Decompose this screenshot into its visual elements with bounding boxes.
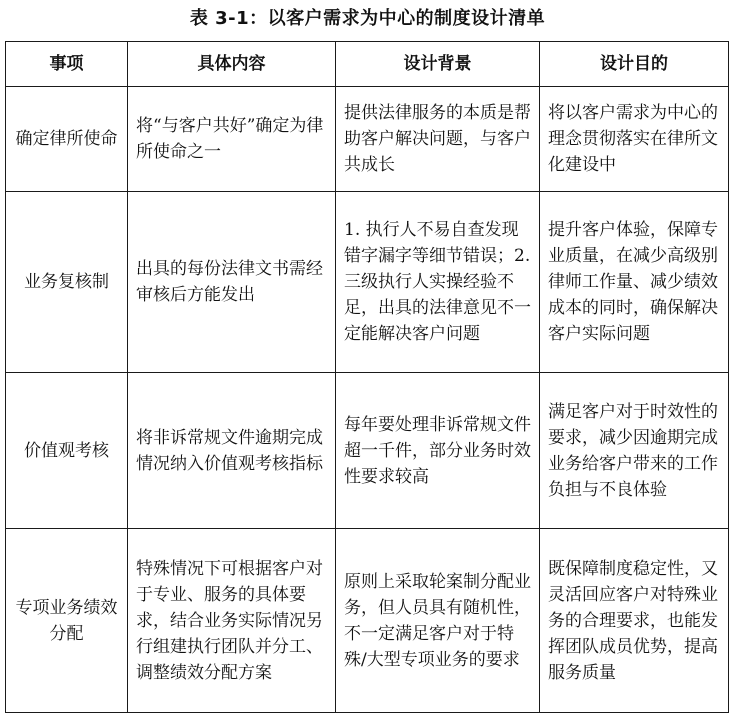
row-item-cell: 业务复核制 [6,192,128,373]
row-background-cell: 原则上采取轮案制分配业务，但人员具有随机性，不一定满足客户对于特殊/大型专项业务的要求 [336,529,540,713]
table-row [6,373,729,529]
row-content-cell: 出具的每份法律文书需经审核后方能发出 [128,192,336,373]
header-background: 设计背景 [336,42,540,87]
table-caption: 表 3-1：以客户需求为中心的制度设计清单 [189,8,546,29]
row-content-cell: 特殊情况下可根据客户对于专业、服务的具体要求，结合业务实际情况另行组建执行团队并分工、调整绩效分配方案 [128,529,336,713]
table-row [6,529,729,713]
table-row [6,192,729,373]
row-purpose-cell: 将以客户需求为中心的理念贯彻落实在律所文化建设中 [540,87,729,192]
row-purpose-cell: 既保障制度稳定性，又灵活回应客户对特殊业务的合理要求，也能发挥团队成员优势，提高服务质量 [540,529,729,713]
system-design-table [5,41,729,713]
row-purpose-cell: 满足客户对于时效性的要求，减少因逾期完成业务给客户带来的工作负担与不良体验 [540,373,729,529]
header-content: 具体内容 [128,42,336,87]
row-content-cell: 将非诉常规文件逾期完成情况纳入价值观考核指标 [128,373,336,529]
row-background-cell: 1. 执行人不易自查发现错字漏字等细节错误；2. 三级执行人实操经验不足，出具的法律意见不一定能解决客户问题 [336,192,540,373]
table-header-row [6,42,729,87]
header-item: 事项 [6,42,128,87]
row-background-cell: 提供法律服务的本质是帮助客户解决问题，与客户共成长 [336,87,540,192]
row-background-cell: 每年要处理非诉常规文件超一千件，部分业务时效性要求较高 [336,373,540,529]
table-row [6,87,729,192]
row-purpose-cell: 提升客户体验，保障专业质量，在减少高级别律师工作量、减少绩效成本的同时，确保解决客户实际问题 [540,192,729,373]
row-item-cell: 确定律所使命 [6,87,128,192]
row-content-cell: 将“与客户共好”确定为律所使命之一 [128,87,336,192]
row-item-cell: 专项业务绩效分配 [6,529,128,713]
header-purpose: 设计目的 [540,42,729,87]
row-item-cell: 价值观考核 [6,373,128,529]
